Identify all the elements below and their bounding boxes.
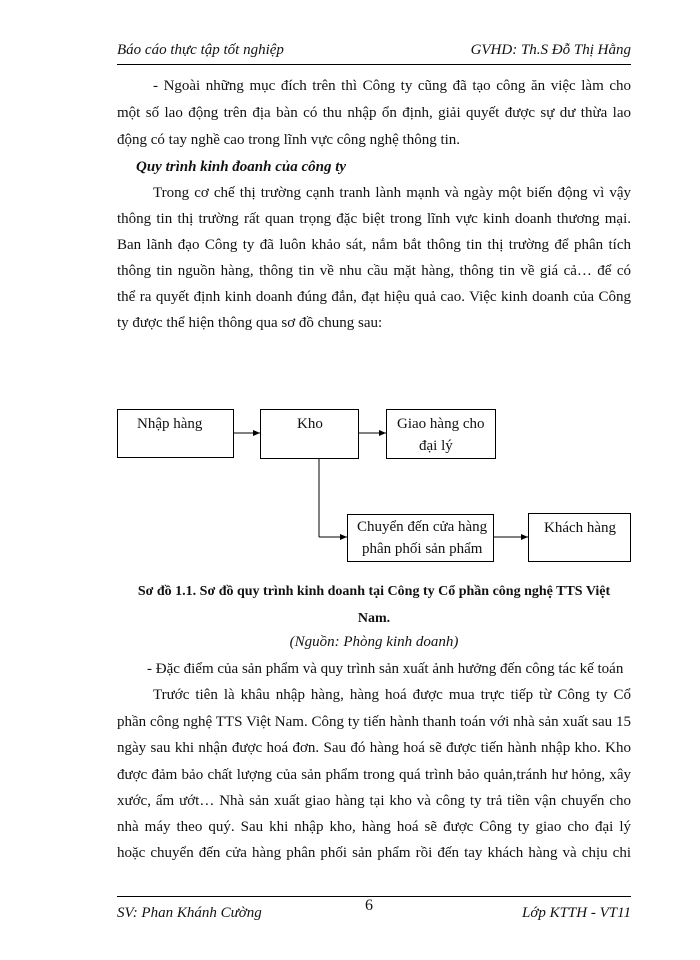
para1-line-2: một số lao động trên địa bàn có thu nhập ổn định, giải quyết được sự dư thừa lao (117, 105, 631, 121)
diagram-caption-line-1: Sơ đồ 1.1. Sơ đồ quy trình kinh doanh tại Công ty Cổ phần công nghệ TTS Việt (137, 584, 611, 599)
section-heading: Quy trình kinh đoanh của công ty (136, 159, 347, 175)
bullet-heading: - Đặc điểm của sản phẩm và quy trình sản xuất ảnh hưởng đến công tác kế toán (147, 661, 624, 677)
box-chuyen-den-line-1: Chuyển đến cửa hàng (357, 519, 488, 535)
para3-line-1: Trước tiên là khâu nhập hàng, hàng hoá được mua trực tiếp từ Công ty Cổ (153, 687, 631, 703)
box-kho (260, 409, 359, 459)
header-report-title: Báo cáo thực tập tốt nghiệp (117, 42, 284, 58)
box-nhap-hang-label: Nhập hàng (137, 416, 203, 432)
para3-line-7: hoặc chuyển đến cửa hàng phân phối sản phẩm rồi đến tay khách hàng và chịu chi (117, 845, 631, 861)
para3-line-6: nhà máy theo quý. Sau khi nhập kho, hàng hoá sẽ được Công ty giao cho đại lý (117, 819, 631, 835)
para2-line-3: Ban lãnh đạo Công ty đã luôn khảo sát, nắm bắt thông tin thị trường để phân tích (117, 237, 631, 253)
header-supervisor: GVHD: Th.S Đỗ Thị Hằng (470, 42, 631, 58)
box-nhap-hang (117, 409, 234, 458)
para3-line-3: ngày sau khi nhận được hoá đơn. Sau đó hàng hoá sẽ được tiến hành nhập kho. Kho (117, 740, 631, 756)
box-giao-hang (386, 409, 496, 459)
box-khach-hang-label: Khách hàng (544, 520, 617, 536)
box-kho-label: Kho (297, 416, 323, 432)
para3-line-5: xước, ẩm ướt… Nhà sản xuất giao hàng tại kho và công ty trả tiền vận chuyển cho (117, 793, 631, 809)
para2-line-5: thể ra quyết định kinh doanh đúng đắn, đạt hiệu quả cao. Việc kinh doanh của Công (117, 289, 631, 305)
box-chuyen-den (347, 514, 494, 562)
para1-line-3: động có tay nghề cao trong lĩnh vực công nghệ thông tin. (117, 132, 461, 148)
box-khach-hang (528, 513, 631, 562)
para3-line-2: phần công nghệ TTS Việt Nam. Công ty tiến hành thanh toán với nhà sản xuất sau 15 (117, 714, 631, 730)
para2-line-4: thông tin nguồn hàng, thông tin về nhu cầu mặt hàng, thông tin về giá cả… để có (117, 263, 631, 279)
footer-class: Lớp KTTH - VT11 (521, 905, 631, 921)
page-number: 6 (365, 897, 373, 914)
box-giao-hang-line-2: đại lý (419, 438, 453, 454)
para2-line-2: thông tin thị trường rất quan trọng đặc biệt trong lĩnh vực kinh doanh thương mại. (117, 211, 631, 227)
para1-line-1: - Ngoài những mục đích trên thì Công ty cũng đã tạo công ăn việc làm cho (153, 78, 631, 94)
diagram-source: (Nguồn: Phòng kinh doanh) (289, 634, 459, 650)
box-giao-hang-line-1: Giao hàng cho (397, 416, 485, 432)
page-footer (117, 896, 631, 927)
footer-student: SV: Phan Khánh Cường (117, 905, 262, 921)
para3-line-4: được đảm bảo chất lượng của sản phẩm trong quá trình bảo quản,tránh hư hỏng, xây (117, 767, 631, 783)
para2-line-6: ty được thể hiện thông qua sơ đồ chung sau: (117, 315, 383, 331)
para2-line-1: Trong cơ chế thị trường cạnh tranh lành mạnh và ngày một biến động vì vậy (153, 185, 631, 201)
box-chuyen-den-line-2: phân phối sản phẩm (362, 541, 483, 557)
diagram-caption-line-2: Nam. (357, 611, 391, 626)
